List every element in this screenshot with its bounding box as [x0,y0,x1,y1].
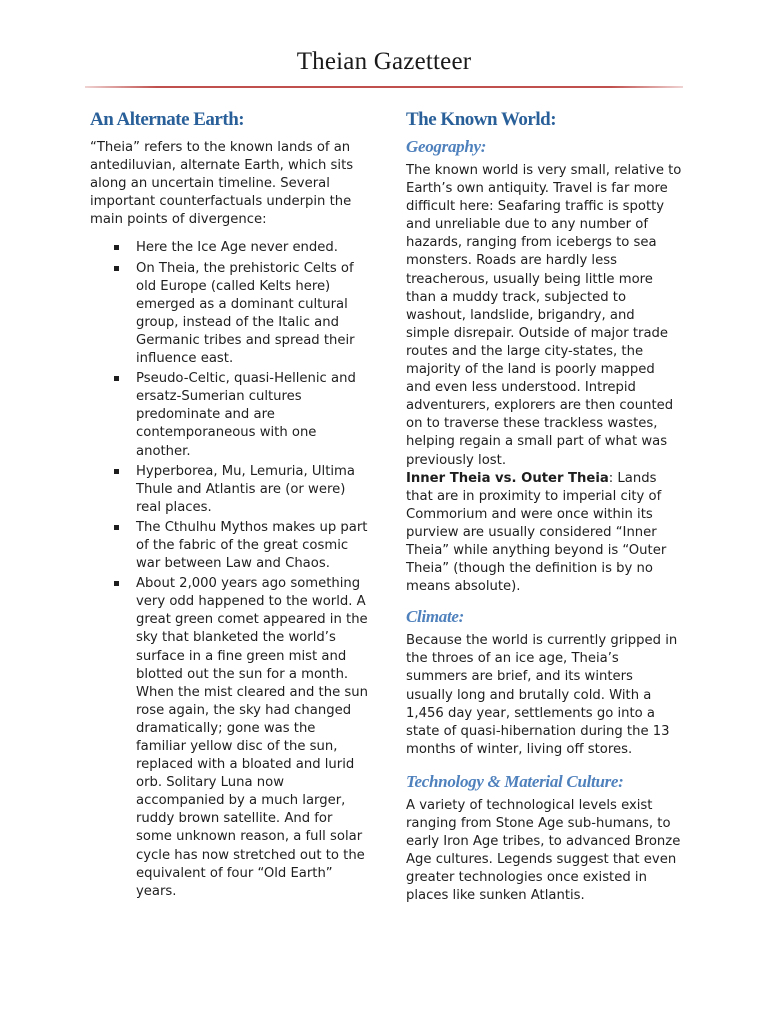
title-rule [85,86,683,88]
inner-outer-text: : Lands that are in proximity to imperial city of Commorium and were once within its purview are usually considered “Inner Theia” while anything beyond is “Outer Theia” (though the definition is by no means absolute). [406,470,667,595]
section-heading-alternate-earth: An Alternate Earth: [90,109,245,130]
list-item [90,260,368,369]
square-bullet-icon [114,469,119,474]
square-bullet-icon [114,376,119,381]
list-item [90,575,368,901]
subheading-climate: Climate: [406,607,465,627]
right-column [406,108,682,905]
list-item-text: About 2,000 years ago something very odd happened to the world. A great green comet appeared in the sky that blanketed the world’s surface in a fine green mist and blotted out the sun for a month. When the mist cleared and the sun rose again, the sky had changed dramatically; gone was the familiar yellow disc of the sun, replaced with a bloated and lurid orb. Solitary Luna now accompanied by a much larger, ruddy brown satellite. And for some unknown reason, a full solar cycle has now stretched out to the equivalent of four “Old Earth” years. [136,576,368,899]
list-item-text: The Cthulhu Mythos makes up part of the fabric of the great cosmic war between Law and Chaos. [136,519,368,572]
subheading-geography: Geography: [406,137,487,156]
technology-paragraph: A variety of technological levels exist ranging from Stone Age sub-humans, to early Iron Age tribes, to advanced Bronze Age cultures. Legends suggest that even greater technologies once existed in places like sunken Atlantis. [406,797,681,904]
list-item-text: Pseudo-Celtic, quasi-Hellenic and ersatz-Sumerian cultures predominate and are contemporaneous with one another. [136,371,356,459]
left-column [90,108,368,903]
square-bullet-icon [114,525,119,530]
inner-outer-paragraph [406,470,682,597]
subheading-technology: Technology & Material Culture: [406,771,624,791]
intro-paragraph: “Theia” refers to the known lands of an antediluvian, alternate Earth, which sits along an uncertain timeline. Several important counterfactuals underpin the main points of divergence: [90,140,354,228]
list-item-text: On Theia, the prehistoric Celts of old Europe (called Kelts here) emerged as a dominant cultural group, instead of the Italic and Germanic tribes and spread their influence east. [136,260,355,367]
square-bullet-icon [114,245,119,250]
list-item [90,463,368,517]
geography-paragraph: The known world is very small, relative to Earth’s own antiquity. Travel is far more difficult here: Seafaring traffic is spotty and unreliable due to any number of hazards, ranging from icebergs to sea monsters. Roads are hardly less treacherous, usually being little more than a muddy track, subjected to washout, landslide, brigandry, and simple disrepair. Outside of major trade routes and the large city-states, the majority of the land is poorly mapped and even less understood. Intrepid adventurers, explorers are then counted on to traverse these trackless wastes, helping regain a small part of what was previously lost. [406,163,682,468]
square-bullet-icon [114,581,119,586]
list-item [90,370,368,460]
inner-outer-label: Inner Theia vs. Outer Theia [406,470,609,486]
list-item [90,239,368,257]
document-title: Theian Gazetteer [296,48,472,75]
climate-paragraph: Because the world is currently gripped in the throes of an ice age, Theia’s summers are brief, and its winters usually long and brutally cold. With a 1,456 day year, settlements go into a state of quasi-hibernation during the 13 months of winter, living off stores. [406,633,678,757]
list-item-text: Here the Ice Age never ended. [136,240,338,256]
square-bullet-icon [114,266,119,271]
list-item-text: Hyperborea, Mu, Lemuria, Ultima Thule and Atlantis are (or were) real places. [136,463,355,515]
divergence-list [90,239,368,900]
section-heading-known-world: The Known World: [406,109,557,130]
list-item [90,519,368,573]
